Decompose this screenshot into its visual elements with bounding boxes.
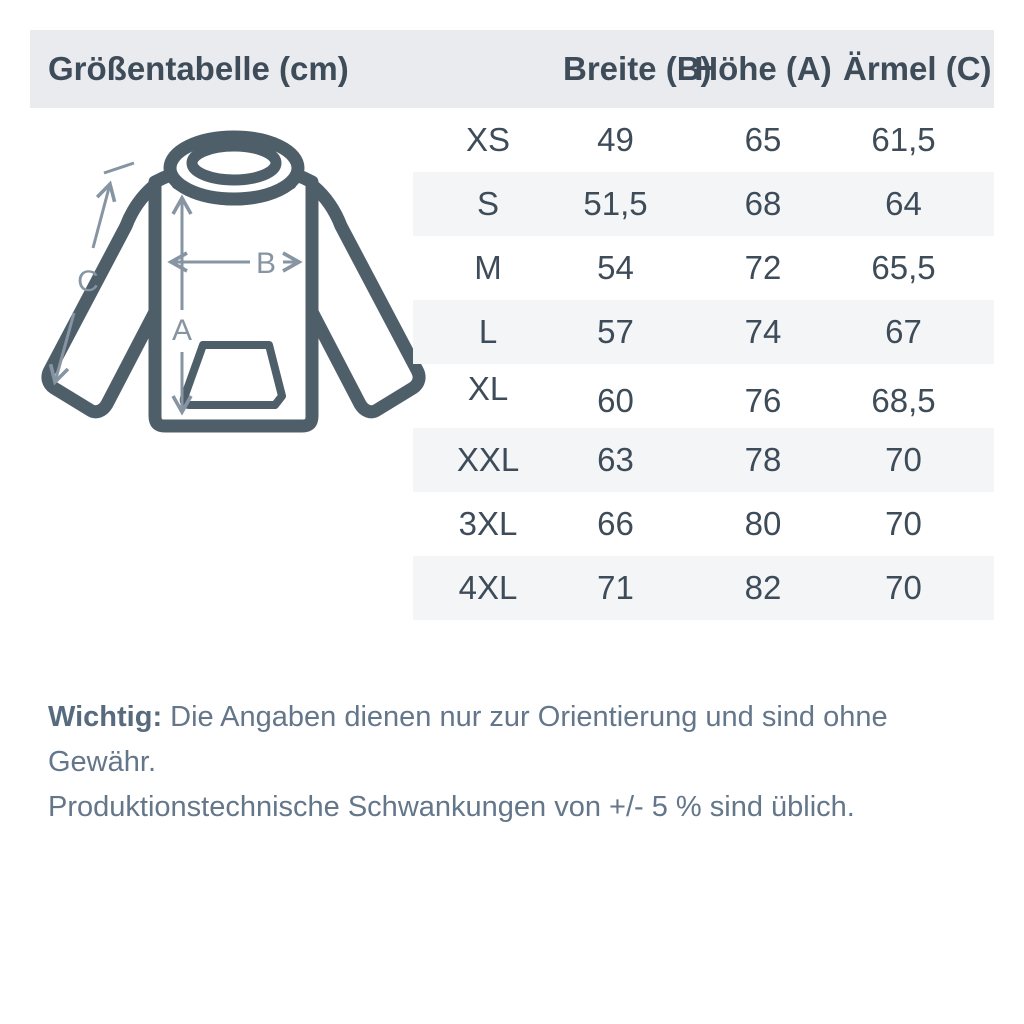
label-a: A [171,314,193,347]
disclaimer-line1: Die Angaben dienen nur zur Orientierung und sind ohne Gewähr. [48,701,888,778]
label-b: B [255,247,277,280]
aermel-cell: 65,5 [871,249,936,286]
breite-cell: 66 [597,505,634,542]
aermel-cell: 70 [885,569,922,606]
breite-cell: 63 [597,441,634,478]
aermel-cell: 68,5 [871,382,936,419]
size-table-rows [413,108,994,620]
breite-cell: 49 [597,121,634,158]
hoodie-pocket [184,345,282,405]
hoodie-measurement-diagram [30,118,430,458]
aermel-cell: 70 [885,441,922,478]
hoehe-cell: 78 [744,441,782,478]
hoehe-cell: 80 [744,505,782,542]
hoodie-hood [170,137,298,200]
hoehe-cell: 76 [744,382,782,419]
breite-cell: 54 [597,249,634,286]
size-row-l [413,300,994,364]
size-row-3xl [413,492,994,556]
size-row-xl [413,364,994,428]
hoehe-cell: 74 [744,313,782,350]
size-cell: 3XL [458,505,518,542]
size-row-4xl [413,556,994,620]
disclaimer-line2: Produktionstechnische Schwankungen von +/- 5 % sind üblich. [48,791,855,823]
size-row-m [413,236,994,300]
aermel-cell: 64 [885,185,922,222]
breite-cell: 51,5 [583,185,648,222]
column-headers [413,30,994,108]
sleeve-column-header: Ärmel (C) [843,50,992,87]
aermel-cell: 67 [885,313,922,350]
disclaimer-note [48,695,978,830]
hoodie-icon [30,118,430,458]
height-column-header: Höhe (A) [694,50,832,87]
hoehe-cell: 72 [744,249,782,286]
breite-cell: 60 [597,382,634,419]
aermel-cell: 70 [885,505,922,542]
size-cell: S [476,185,499,222]
size-row-s [413,172,994,236]
size-cell: XXL [456,441,520,478]
size-row-xs [413,108,994,172]
disclaimer-bold-label: Wichtig: [48,701,163,733]
label-c: C [77,265,99,298]
hoehe-cell: 82 [744,569,782,606]
hoehe-cell: 65 [744,121,782,158]
size-cell: M [474,249,502,286]
aermel-cell: 61,5 [871,121,936,158]
size-row-xxl [413,428,994,492]
breite-cell: 71 [597,569,634,606]
size-cell: XS [465,121,511,158]
size-chart-header-bar [30,30,994,108]
size-cell: XL [467,370,509,407]
size-chart-title: Größentabelle (cm) [48,50,349,87]
size-cell: 4XL [458,569,518,606]
hoehe-cell: 68 [744,185,782,222]
breite-cell: 57 [597,313,634,350]
size-cell: L [478,313,498,350]
width-column-header: Breite (B) [563,50,712,87]
